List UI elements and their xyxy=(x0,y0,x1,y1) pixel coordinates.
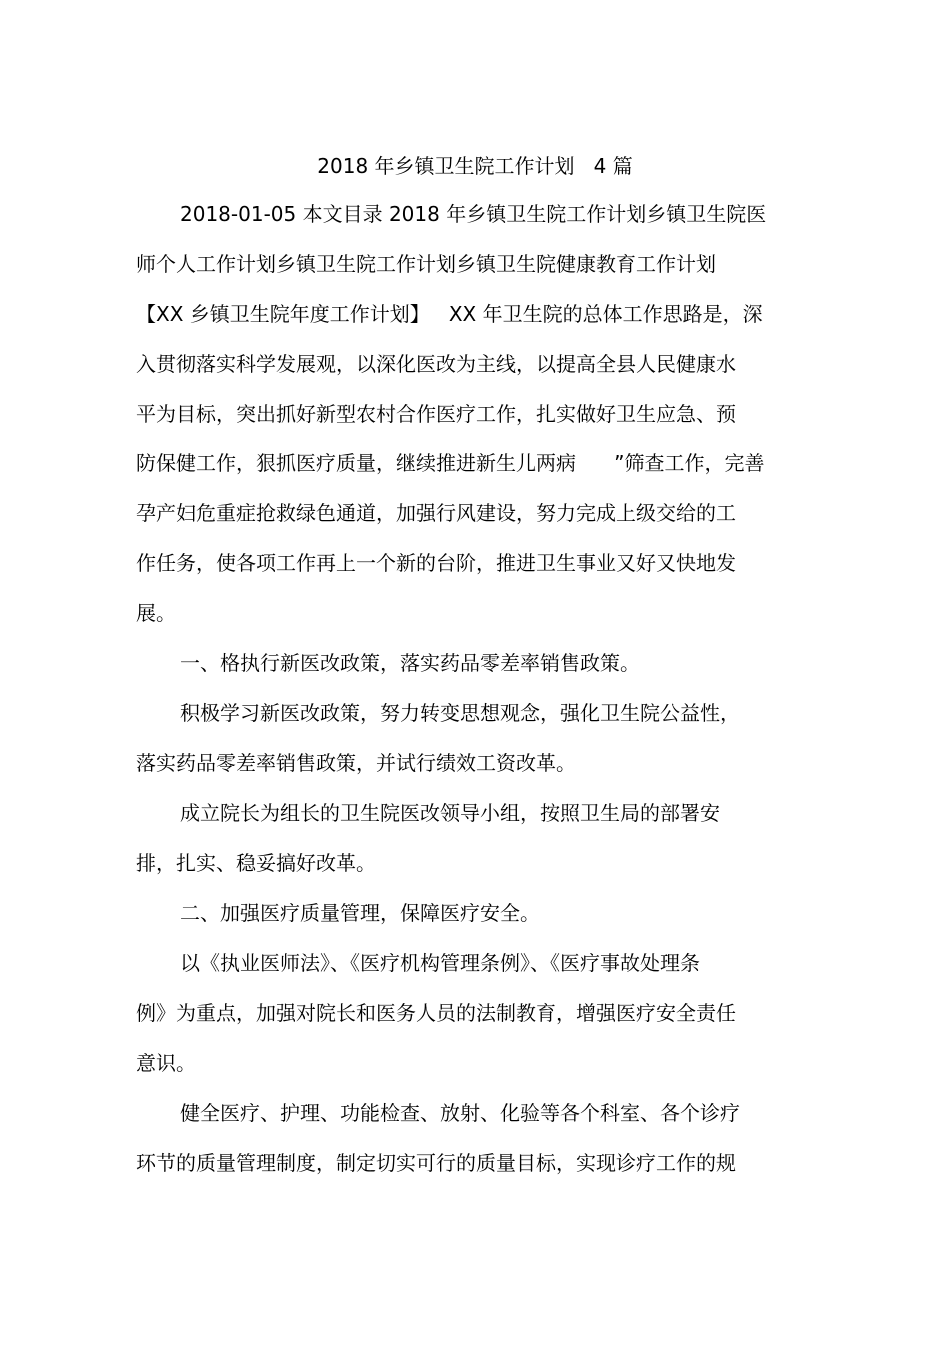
paragraph-line: 入贯彻落实科学发展观，以深化医改为主线，以提高全县人民健康水 xyxy=(136,352,736,376)
paragraph-line: 孕产妇危重症抢救绿色通道，加强行风建设，努力完成上级交给的工 xyxy=(136,501,736,525)
section-heading: 二、加强医疗质量管理，保障医疗安全。 xyxy=(180,901,540,925)
paragraph-line: 平为目标，突出抓好新型农村合作医疗工作，扎实做好卫生应急、预 xyxy=(136,402,736,426)
paragraph-line: 2018-01-05 本文目录 2018 年乡镇卫生院工作计划乡镇卫生院医 xyxy=(180,202,767,226)
paragraph-line: 作任务，使各项工作再上一个新的台阶，推进卫生事业又好又快地发 xyxy=(136,551,736,575)
paragraph-line: 健全医疗、护理、功能检查、放射、化验等各个科室、各个诊疗 xyxy=(180,1101,740,1125)
paragraph-line: 积极学习新医改政策，努力转变思想观念，强化卫生院公益性， xyxy=(180,701,740,725)
section-heading: 一、格执行新医改政策，落实药品零差率销售政策。 xyxy=(180,651,640,675)
paragraph-line: 意识。 xyxy=(136,1051,196,1075)
paragraph-line: 【XX 乡镇卫生院年度工作计划】 XX 年卫生院的总体工作思路是，深 xyxy=(136,302,763,326)
document-title: 2018 年乡镇卫生院工作计划 4 篇 xyxy=(317,154,633,178)
paragraph-line: 环节的质量管理制度，制定切实可行的质量目标，实现诊疗工作的规 xyxy=(136,1151,736,1175)
paragraph-line: 成立院长为组长的卫生院医改领导小组，按照卫生局的部署安 xyxy=(180,801,720,825)
paragraph-line: 排，扎实、稳妥搞好改革。 xyxy=(136,851,376,875)
paragraph-line: 落实药品零差率销售政策，并试行绩效工资改革。 xyxy=(136,751,576,775)
paragraph-line: 展。 xyxy=(136,601,176,625)
paragraph-line: 师个人工作计划乡镇卫生院工作计划乡镇卫生院健康教育工作计划 xyxy=(136,252,716,276)
paragraph-line: 防保健工作，狠抓医疗质量，继续推进新生儿两病 ”筛查工作，完善 xyxy=(136,451,765,475)
paragraph-line: 例》为重点，加强对院长和医务人员的法制教育，增强医疗安全责任 xyxy=(136,1001,736,1025)
paragraph-line: 以《执业医师法》、《医疗机构管理条例》、《医疗事故处理条 xyxy=(180,951,700,975)
